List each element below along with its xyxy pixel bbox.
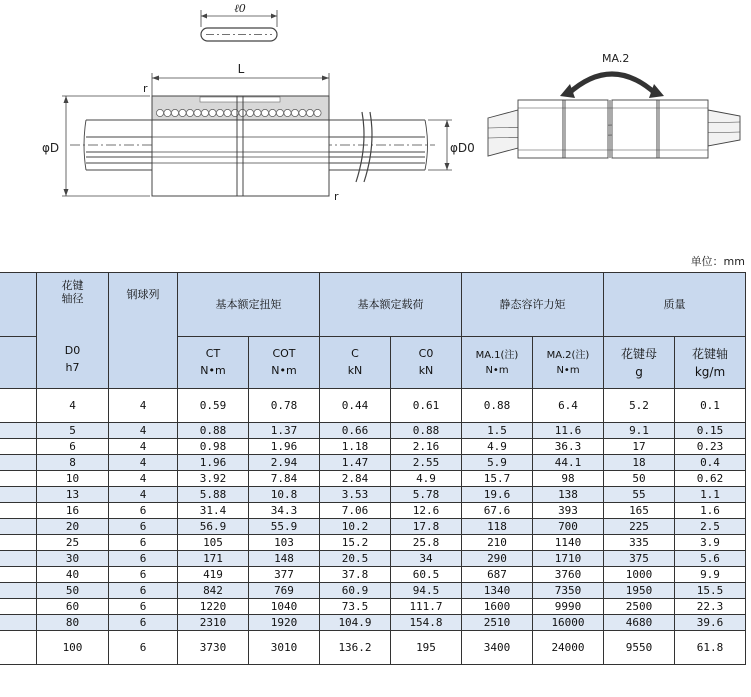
table-cell: 34 [391,551,462,567]
table-cell: 6 [109,567,178,583]
table-row [0,519,746,535]
table-cell: 2500 [604,599,675,615]
table-cell: 0.61 [391,389,462,423]
table-cell: 9.1 [604,423,675,439]
table-cell: 2.55 [391,455,462,471]
table-cell: 6 [109,535,178,551]
sub-c: C kN [320,337,391,389]
table-cell: 4 [37,389,109,423]
table-cell: 0.59 [178,389,249,423]
table-cell: 0.4 [675,455,746,471]
table-cell: 225 [604,519,675,535]
table-cell: 2.94 [249,455,320,471]
header-shaft-dia: 花键 轴径 D0 h7 [37,273,109,389]
table-cell: 687 [462,567,533,583]
table-cell: 40 [37,567,109,583]
table-cell: 2.5 [675,519,746,535]
table-body [0,389,746,665]
table-row [0,487,746,503]
table-cell: 55.9 [249,519,320,535]
table-cell: 7.84 [249,471,320,487]
table-cell: 1.47 [320,455,391,471]
table-cell: 17 [604,439,675,455]
table-cell: 50 [604,471,675,487]
table-cell: 10 [37,471,109,487]
table-cell: 25 [37,535,109,551]
table-cell: 700 [533,519,604,535]
table-cell: 165 [604,503,675,519]
nut-section [152,96,329,120]
table-cell: 1.6 [675,503,746,519]
table-cell: 5.2 [604,389,675,423]
table-row [0,535,746,551]
table-cell: 6 [37,439,109,455]
table-cell: 103 [249,535,320,551]
table-cell: 34.3 [249,503,320,519]
table-cell: 0.62 [675,471,746,487]
table-cell: 3.92 [178,471,249,487]
table-cell: 1920 [249,615,320,631]
sub-d0: D0 h7 [64,344,81,374]
table-cell: 6 [109,583,178,599]
table-cell: 67.6 [462,503,533,519]
table-cell: 6.4 [533,389,604,423]
table-cell: 17.8 [391,519,462,535]
table-cell: 4.9 [462,439,533,455]
sub-nut: 花键母 g [604,337,675,389]
table-row [0,583,746,599]
table-cell: 1600 [462,599,533,615]
header-torque: 基本额定扭矩 [178,273,320,337]
table-cell: 419 [178,567,249,583]
table-cell: 56.9 [178,519,249,535]
table-cell: 1710 [533,551,604,567]
table-cell: 148 [249,551,320,567]
table-cell: 15.5 [675,583,746,599]
table-cell: 154.8 [391,615,462,631]
table-cell: 1.96 [249,439,320,455]
table-cell: 136.2 [320,631,391,665]
table-row [0,615,746,631]
moment-arrow-icon [560,74,664,98]
table-cell: 2.84 [320,471,391,487]
table-cell: 1.37 [249,423,320,439]
table-cell: 1.5 [462,423,533,439]
sub-c0: C0 kN [391,337,462,389]
table-cell: 0.1 [675,389,746,423]
table-cell: 20.5 [320,551,391,567]
table-cell: 19.6 [462,487,533,503]
table-cell: 7.06 [320,503,391,519]
spline-nut-drawing [0,0,751,250]
table-cell: 13 [37,487,109,503]
table-cell: 842 [178,583,249,599]
table-cell: 1.96 [178,455,249,471]
sub-ma2: MA.2(注) N•m [533,337,604,389]
table-cell: 105 [178,535,249,551]
table-cell: 4 [109,455,178,471]
table-cell: 1040 [249,599,320,615]
table-cell: 12.6 [391,503,462,519]
table-cell: 4.9 [391,471,462,487]
table-cell: 1950 [604,583,675,599]
table-cell: 100 [37,631,109,665]
table-cell: 4 [109,471,178,487]
table-cell: 375 [604,551,675,567]
table-cell: 39.6 [675,615,746,631]
table-cell: 6 [109,519,178,535]
table-cell: 4 [109,423,178,439]
table-cell: 6 [109,599,178,615]
table-cell: 3.9 [675,535,746,551]
table-cell: 4 [109,389,178,423]
table-row [0,567,746,583]
table-cell: 6 [109,503,178,519]
table-cell: 98 [533,471,604,487]
table-cell: 8 [37,455,109,471]
dim-l0-label: ℓ0 [234,2,246,15]
table-cell: 18 [604,455,675,471]
header-load: 基本额定载荷 [320,273,462,337]
table-cell: 61.8 [675,631,746,665]
dim-r-top: r [143,82,148,95]
table-cell: 5.78 [391,487,462,503]
table-cell: 0.15 [675,423,746,439]
table-cell: 1000 [604,567,675,583]
table-cell: 377 [249,567,320,583]
table-cell: 44.1 [533,455,604,471]
table-cell: 9.9 [675,567,746,583]
table-cell: 50 [37,583,109,599]
sub-shaft: 花键轴 kg/m [675,337,746,389]
moment-label: MA.2 [602,52,630,65]
header-moment: 静态容许力矩 [462,273,604,337]
table-cell: 7350 [533,583,604,599]
table-cell: 290 [462,551,533,567]
table-cell: 30 [37,551,109,567]
table-cell: 0.98 [178,439,249,455]
table-row [0,439,746,455]
table-cell: 0.66 [320,423,391,439]
table-cell: 0.44 [320,389,391,423]
table-cell: 3760 [533,567,604,583]
dim-r-bottom: r [334,190,339,203]
table-cell: 16 [37,503,109,519]
table-cell: 3400 [462,631,533,665]
table-cell: 171 [178,551,249,567]
unit-label: 单位：mm [690,255,745,268]
table-cell: 60 [37,599,109,615]
table-row [0,551,746,567]
table-cell: 25.8 [391,535,462,551]
table-row [0,455,746,471]
table-row [0,389,746,423]
sub-ct: CT N•m [178,337,249,389]
table-row [0,599,746,615]
table-cell: 4 [109,439,178,455]
table-cell: 5 [37,423,109,439]
table-cell: 60.5 [391,567,462,583]
table-cell: 5.6 [675,551,746,567]
table-row [0,423,746,439]
table-cell: 6 [109,615,178,631]
table-cell: 2.16 [391,439,462,455]
table-cell: 335 [604,535,675,551]
table-cell: 31.4 [178,503,249,519]
table-cell: 3010 [249,631,320,665]
table-cell: 55 [604,487,675,503]
table-cell: 138 [533,487,604,503]
double-nut-view [488,100,740,158]
table-cell: 1.18 [320,439,391,455]
table-cell: 16000 [533,615,604,631]
table-cell: 22.3 [675,599,746,615]
dim-D-label: φD [42,141,60,155]
table-cell: 1340 [462,583,533,599]
sub-ma1: MA.1(注) N•m [462,337,533,389]
table-cell: 5.88 [178,487,249,503]
table-cell: 24000 [533,631,604,665]
table-row [0,503,746,519]
table-cell: 2310 [178,615,249,631]
table-cell: 769 [249,583,320,599]
table-cell: 0.88 [178,423,249,439]
header-mass: 质量 [604,273,746,337]
table-cell: 9990 [533,599,604,615]
table-cell: 36.3 [533,439,604,455]
table-cell: 118 [462,519,533,535]
table-row [0,471,746,487]
table-cell: 3.53 [320,487,391,503]
table-cell: 104.9 [320,615,391,631]
table-cell: 6 [109,551,178,567]
table-cell: 6 [109,631,178,665]
table-cell: 94.5 [391,583,462,599]
header-balls: 钢球列 [109,273,178,389]
table-cell: 4 [109,487,178,503]
sub-cot: COT N•m [249,337,320,389]
table-row [0,631,746,665]
table-cell: 393 [533,503,604,519]
table-cell: 4680 [604,615,675,631]
table-cell: 73.5 [320,599,391,615]
table-cell: 0.78 [249,389,320,423]
table-cell: 10.8 [249,487,320,503]
table-cell: 0.23 [675,439,746,455]
table-cell: 111.7 [391,599,462,615]
table-cell: 15.7 [462,471,533,487]
table-cell: 3730 [178,631,249,665]
blank-header [0,273,37,337]
table-cell: 37.8 [320,567,391,583]
table-cell: 1.1 [675,487,746,503]
table-cell: 20 [37,519,109,535]
table-cell: 60.9 [320,583,391,599]
table-cell: 10.2 [320,519,391,535]
table-cell: 0.88 [391,423,462,439]
spec-table [0,272,746,665]
table-cell: 1220 [178,599,249,615]
table-cell: 11.6 [533,423,604,439]
table-cell: 2510 [462,615,533,631]
table-cell: 195 [391,631,462,665]
table-cell: 0.88 [462,389,533,423]
table-cell: 5.9 [462,455,533,471]
table-cell: 80 [37,615,109,631]
dim-D0-label: φD0 [450,141,475,155]
table-cell: 15.2 [320,535,391,551]
table-cell: 210 [462,535,533,551]
dim-L-label: L [237,62,245,76]
table-cell: 9550 [604,631,675,665]
table-cell: 1140 [533,535,604,551]
